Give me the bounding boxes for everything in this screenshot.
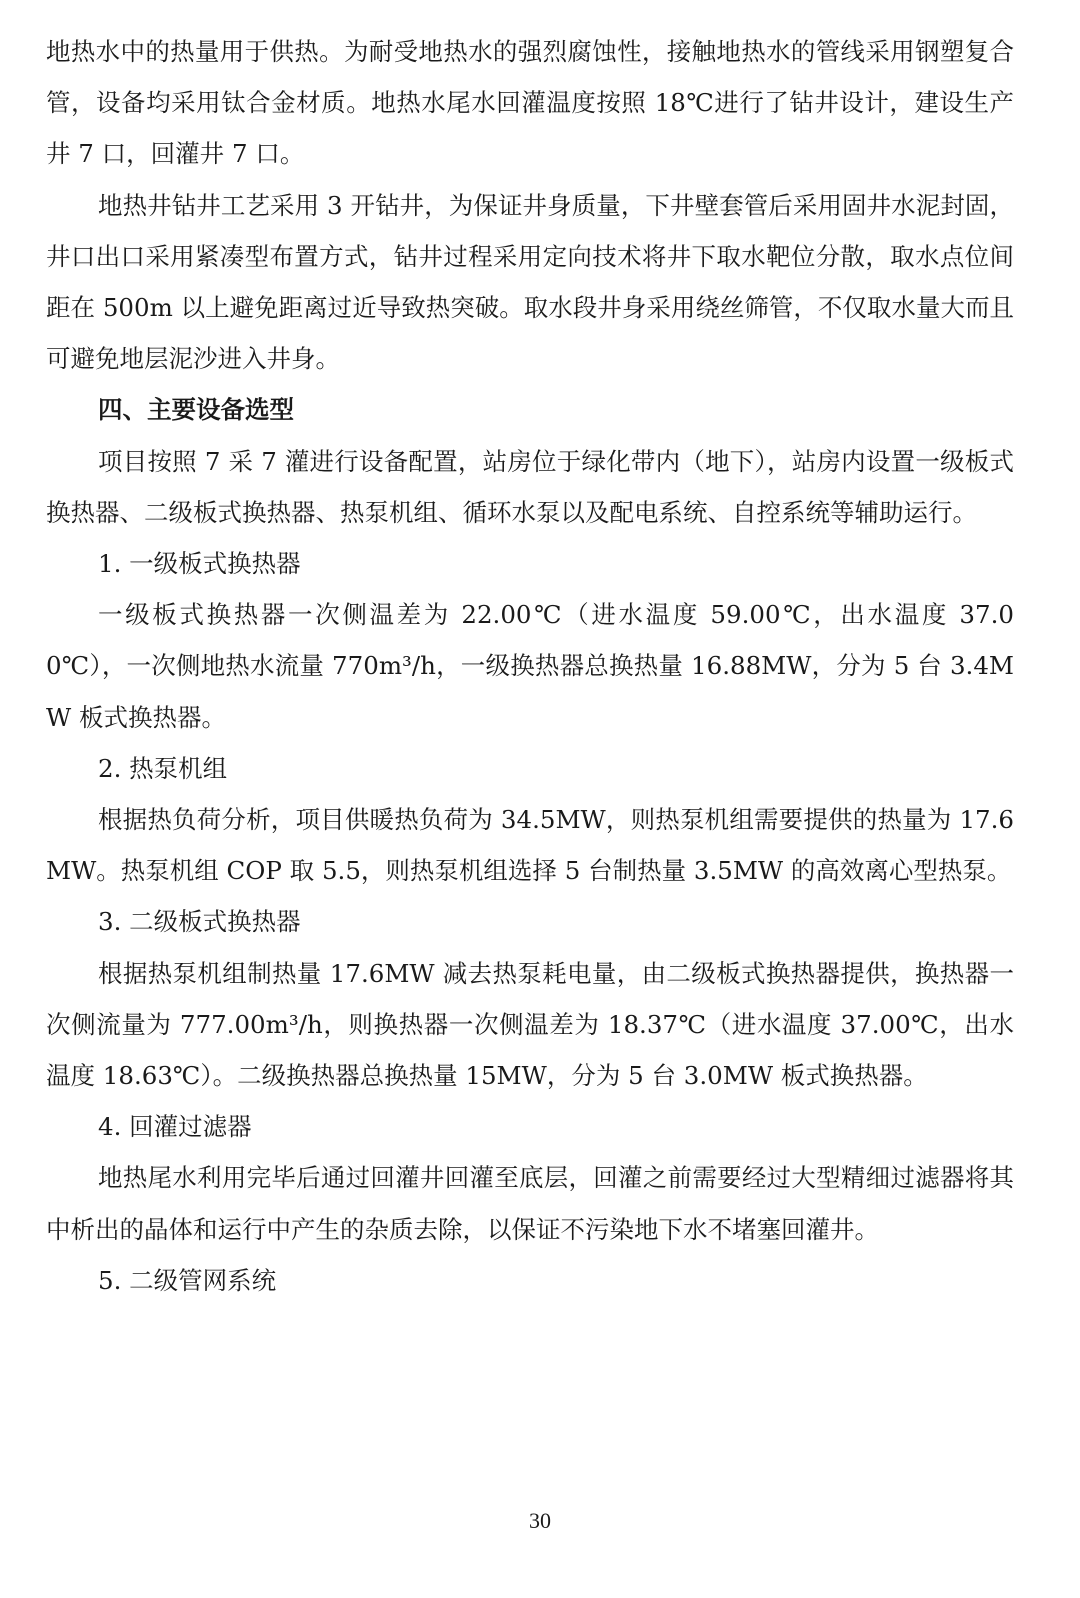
subheading-heat-pump-unit: 2. 热泵机组: [98, 753, 228, 783]
paragraph-equipment-configuration: 项目按照 7 采 7 灌进行设备配置，站房位于绿化带内（地下），站房内设置一级板式换热器、二级板式换热器、热泵机组、循环水泵以及配电系统、自控系统等辅助运行。: [46, 446, 1014, 527]
paragraph-drilling-process: 地热井钻井工艺采用 3 开钻井，为保证井身质量，下井壁套管后采用固井水泥封固，井口出口采用紧凑型布置方式，钻井过程采用定向技术将井下取水靶位分散，取水点位间距在 500m 以上避免距离过近导致热突破。取水段井身采用绕丝筛管，不仅取水量大而且可避免地层泥沙进入井身。: [46, 190, 1014, 374]
section-heading-equipment-selection: 四、主要设备选型: [98, 395, 294, 425]
page-number: 30: [529, 1508, 551, 1533]
subheading-reinjection-filter: 4. 回灌过滤器: [98, 1112, 252, 1142]
paragraph-reinjection-filter: 地热尾水利用完毕后通过回灌井回灌至底层，回灌之前需要经过大型精细过滤器将其中析出的晶体和运行中产生的杂质去除，以保证不污染地下水不堵塞回灌井。: [46, 1163, 1014, 1244]
subheading-secondary-pipe-network: 5. 二级管网系统: [98, 1265, 277, 1295]
document-body: [46, 26, 1014, 1306]
subheading-primary-plate-exchanger: 1. 一级板式换热器: [98, 549, 301, 579]
subheading-secondary-plate-exchanger: 3. 二级板式换热器: [98, 907, 301, 937]
paragraph-secondary-plate-exchanger: 根据热泵机组制热量 17.6MW 减去热泵耗电量，由二级板式换热器提供，换热器一次侧流量为 777.00m³/h，则换热器一次侧温差为 18.37℃（进水温度 37.00℃，出水温度 18.63℃）。二级换热器总换热量 15MW，分为 5 台 3.0MW 板式换热器。: [46, 958, 1014, 1091]
paragraph-heat-pump-unit: 根据热负荷分析，项目供暖热负荷为 34.5MW，则热泵机组需要提供的热量为 17.6MW。热泵机组 COP 取 5.5，则热泵机组选择 5 台制热量 3.5MW 的高效离心型热泵。: [46, 805, 1014, 886]
paragraph-primary-plate-exchanger: 一级板式换热器一次侧温差为 22.00℃（进水温度 59.00℃，出水温度 37.00℃），一次侧地热水流量 770m³/h，一级换热器总换热量 16.88MW，分为 5 台 3.4MW 板式换热器。: [46, 600, 1014, 732]
paragraph-geothermal-heat-use: 地热水中的热量用于供热。为耐受地热水的强烈腐蚀性，接触地热水的管线采用钢塑复合管，设备均采用钛合金材质。地热水尾水回灌温度按照 18℃进行了钻井设计，建设生产井 7 口，回灌井 7 口。: [46, 37, 1014, 169]
